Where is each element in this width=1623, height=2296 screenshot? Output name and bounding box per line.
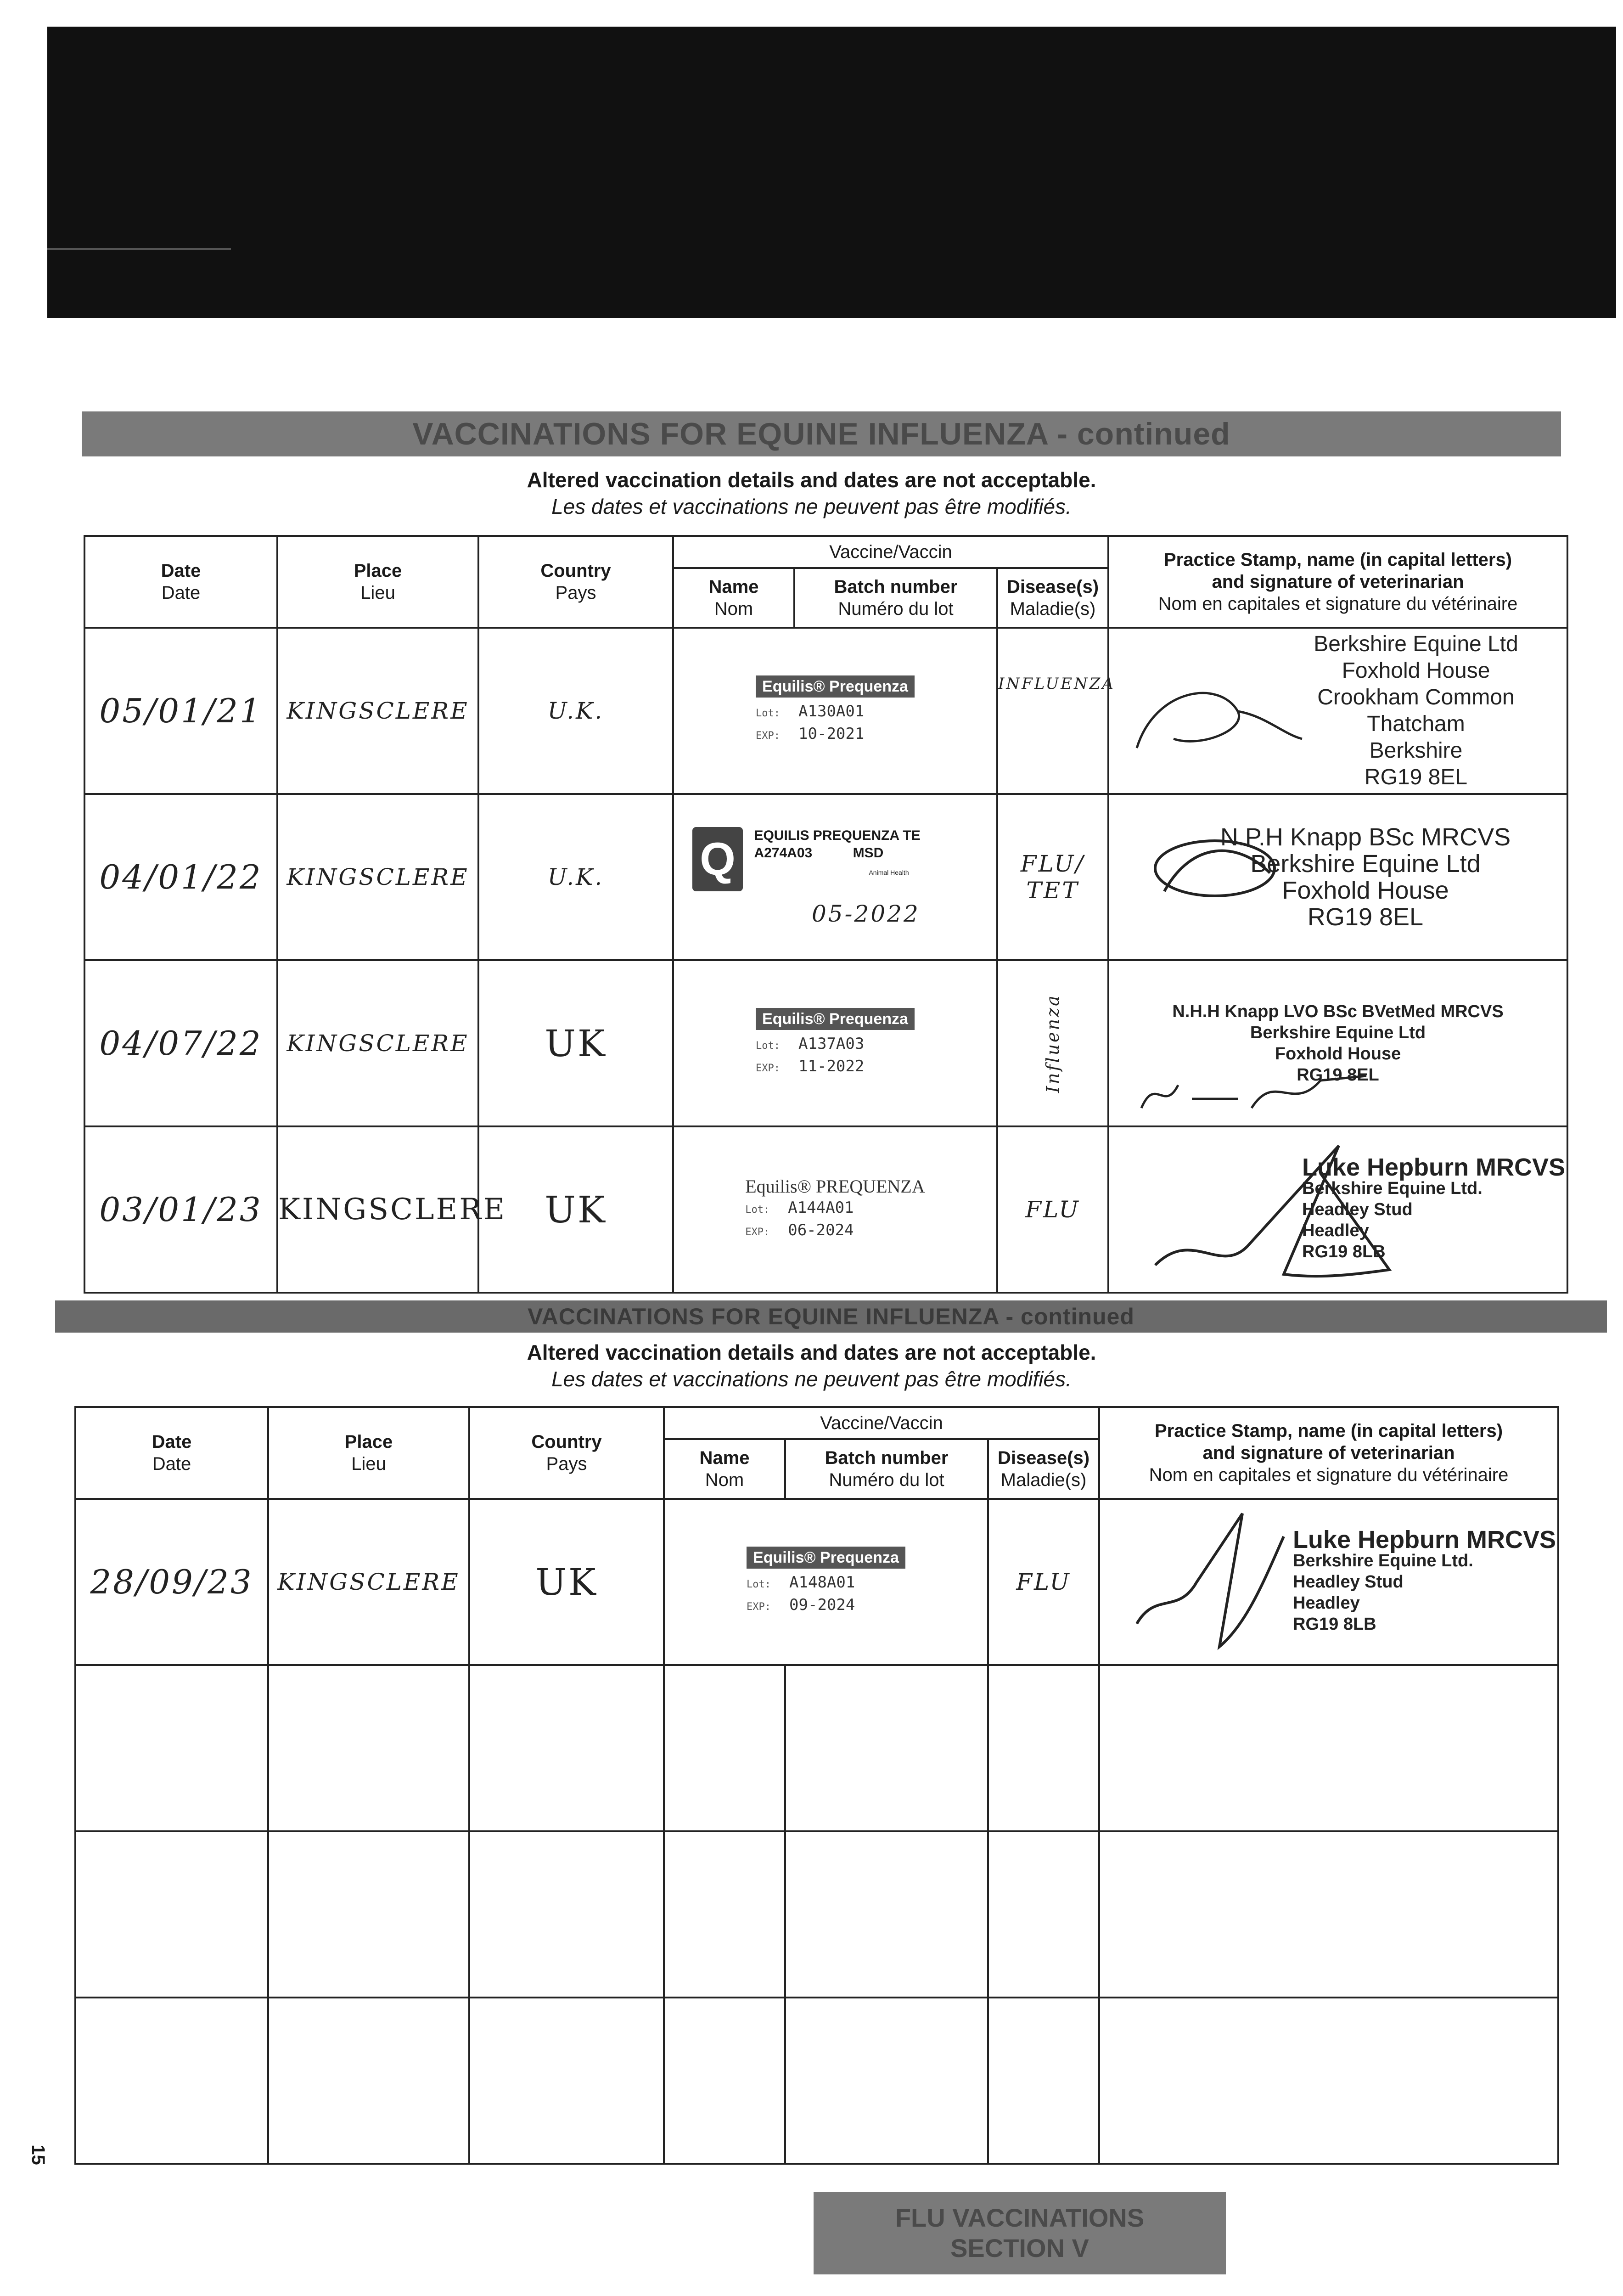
notice-en: Altered vaccination details and dates are not acceptable.: [527, 1340, 1096, 1364]
header-batch: Batch number Numéro du lot: [794, 568, 997, 628]
date-cell: 04/01/22: [84, 794, 277, 960]
notice-fr: Les dates et vaccinations ne peuvent pas être modifiés.: [551, 495, 1072, 518]
vaccine-label-cell: [664, 1499, 988, 1665]
practice-stamp: N.H.H Knapp LVO BSc BVetMed MRCVS Berkshire Equine Ltd Foxhold House RG19 8EL: [1172, 1002, 1504, 1085]
stamp-cell: [1099, 1499, 1558, 1665]
stamp-cell: [1108, 1126, 1567, 1293]
place-cell: KINGSCLERE: [277, 1126, 478, 1293]
place-cell: KINGSCLERE: [277, 960, 478, 1126]
signature-icon: [1128, 1509, 1320, 1660]
table-row: [84, 960, 1567, 1126]
table-row: [84, 794, 1567, 960]
header-stamp: Practice Stamp, name (in capital letters) and signature of veterinarian Nom en capitales et signature du vétérinaire: [1099, 1407, 1558, 1499]
header-name: Name Nom: [673, 568, 794, 628]
stamp-cell: [1108, 628, 1567, 794]
practice-stamp: Luke Hepburn MRCVS Berkshire Equine Ltd. Headley Stud Headley RG19 8LB: [1302, 1154, 1566, 1261]
date-cell: 03/01/23: [84, 1126, 277, 1293]
signature-icon: [1128, 670, 1320, 762]
signature-icon: [1137, 1067, 1376, 1122]
table-row: [84, 628, 1567, 794]
notice-fr: Les dates et vaccinations ne peuvent pas être modifiés.: [551, 1367, 1072, 1391]
date-cell: 28/09/23: [75, 1499, 268, 1665]
disease-cell: FLU/ TET: [997, 794, 1108, 960]
disease-cell: FLU: [997, 1126, 1108, 1293]
header-place: Place Lieu: [268, 1407, 469, 1499]
vaccine-label-cell: Q EQUILIS PREQUENZA TE A274A03 MSD Animal Health 05-2022: [673, 794, 997, 960]
header-country: Country Pays: [478, 536, 673, 628]
date-cell: 04/07/22: [84, 960, 277, 1126]
vaccination-table-1: [84, 535, 1568, 1294]
country-cell: U.K.: [478, 628, 673, 794]
header-batch: Batch number Numéro du lot: [785, 1439, 988, 1499]
header-date: Date Date: [84, 536, 277, 628]
table-row-empty: [75, 1665, 1558, 1831]
msd-logo-icon: MSD: [853, 845, 884, 861]
table-row-empty: [75, 1998, 1558, 2164]
header-date: Date Date: [75, 1407, 268, 1499]
place-cell: KINGSCLERE: [277, 794, 478, 960]
header-country: Country Pays: [469, 1407, 664, 1499]
header-place: Place Lieu: [277, 536, 478, 628]
country-cell: U.K.: [478, 794, 673, 960]
redacted-line: [47, 248, 231, 250]
header-stamp: Practice Stamp, name (in capital letters) and signature of veterinarian Nom en capitales et signature du vétérinaire: [1108, 536, 1567, 628]
vaccine-sticker: Equilis® Prequenza Lot: A137A03 EXP: 11-2022: [756, 1008, 915, 1079]
country-cell: UK: [478, 960, 673, 1126]
signature-icon: [1146, 1137, 1403, 1283]
vaccine-sticker: Equilis® Prequenza Lot: A130A01 EXP: 10-2021: [756, 675, 915, 746]
expiry-handwritten: 05-2022: [812, 900, 920, 927]
stamp-cell: [1108, 794, 1567, 960]
signature-icon: [1146, 822, 1284, 914]
vaccine-label-cell: [673, 960, 997, 1126]
notice-en: Altered vaccination details and dates are not acceptable.: [527, 468, 1096, 492]
header-vaccine: Vaccine/Vaccin: [673, 536, 1108, 568]
vaccine-sticker: Equilis® PREQUENZA Lot: A144A01 EXP: 06-2024: [745, 1176, 925, 1239]
vaccine-label-cell: [673, 628, 997, 794]
section-footer: FLU VACCINATIONS SECTION V: [814, 2192, 1226, 2274]
redacted-block: [47, 27, 1616, 318]
place-cell: KINGSCLERE: [268, 1499, 469, 1665]
stamp-cell: [1108, 960, 1567, 1126]
section-title-banner: VACCINATIONS FOR EQUINE INFLUENZA - continued: [82, 411, 1561, 456]
country-cell: UK: [478, 1126, 673, 1293]
q-logo-icon: Q: [692, 827, 743, 891]
date-cell: 05/01/21: [84, 628, 277, 794]
practice-stamp: Luke Hepburn MRCVS Berkshire Equine Ltd. Headley Stud Headley RG19 8LB: [1293, 1526, 1556, 1634]
place-cell: KINGSCLERE: [277, 628, 478, 794]
table-row: [75, 1499, 1558, 1665]
vaccination-table-2: [74, 1406, 1559, 2165]
page-number: 15: [28, 2144, 48, 2165]
header-vaccine: Vaccine/Vaccin: [664, 1407, 1099, 1439]
header-disease: Disease(s) Maladie(s): [988, 1439, 1099, 1499]
disease-cell: Influenza: [997, 960, 1108, 1126]
country-cell: UK: [469, 1499, 664, 1665]
disease-cell: INFLUENZA: [997, 628, 1108, 794]
vaccine-label-cell: [673, 1126, 997, 1293]
practice-stamp: N.P.H Knapp BSc MRCVS Berkshire Equine Ltd Foxhold House RG19 8EL: [1220, 823, 1511, 931]
section-title-banner-repeat: VACCINATIONS FOR EQUINE INFLUENZA - continued: [55, 1300, 1607, 1333]
table-row-empty: [75, 1831, 1558, 1998]
vaccine-sticker: Equilis® Prequenza Lot: A148A01 EXP: 09-2024: [747, 1547, 905, 1617]
practice-stamp: Berkshire Equine Ltd Foxhold House Crookham Common Thatcham Berkshire RG19 8EL: [1314, 632, 1518, 789]
table-row: [84, 1126, 1567, 1293]
header-disease: Disease(s) Maladie(s): [997, 568, 1108, 628]
header-name: Name Nom: [664, 1439, 785, 1499]
disease-cell: FLU: [988, 1499, 1099, 1665]
